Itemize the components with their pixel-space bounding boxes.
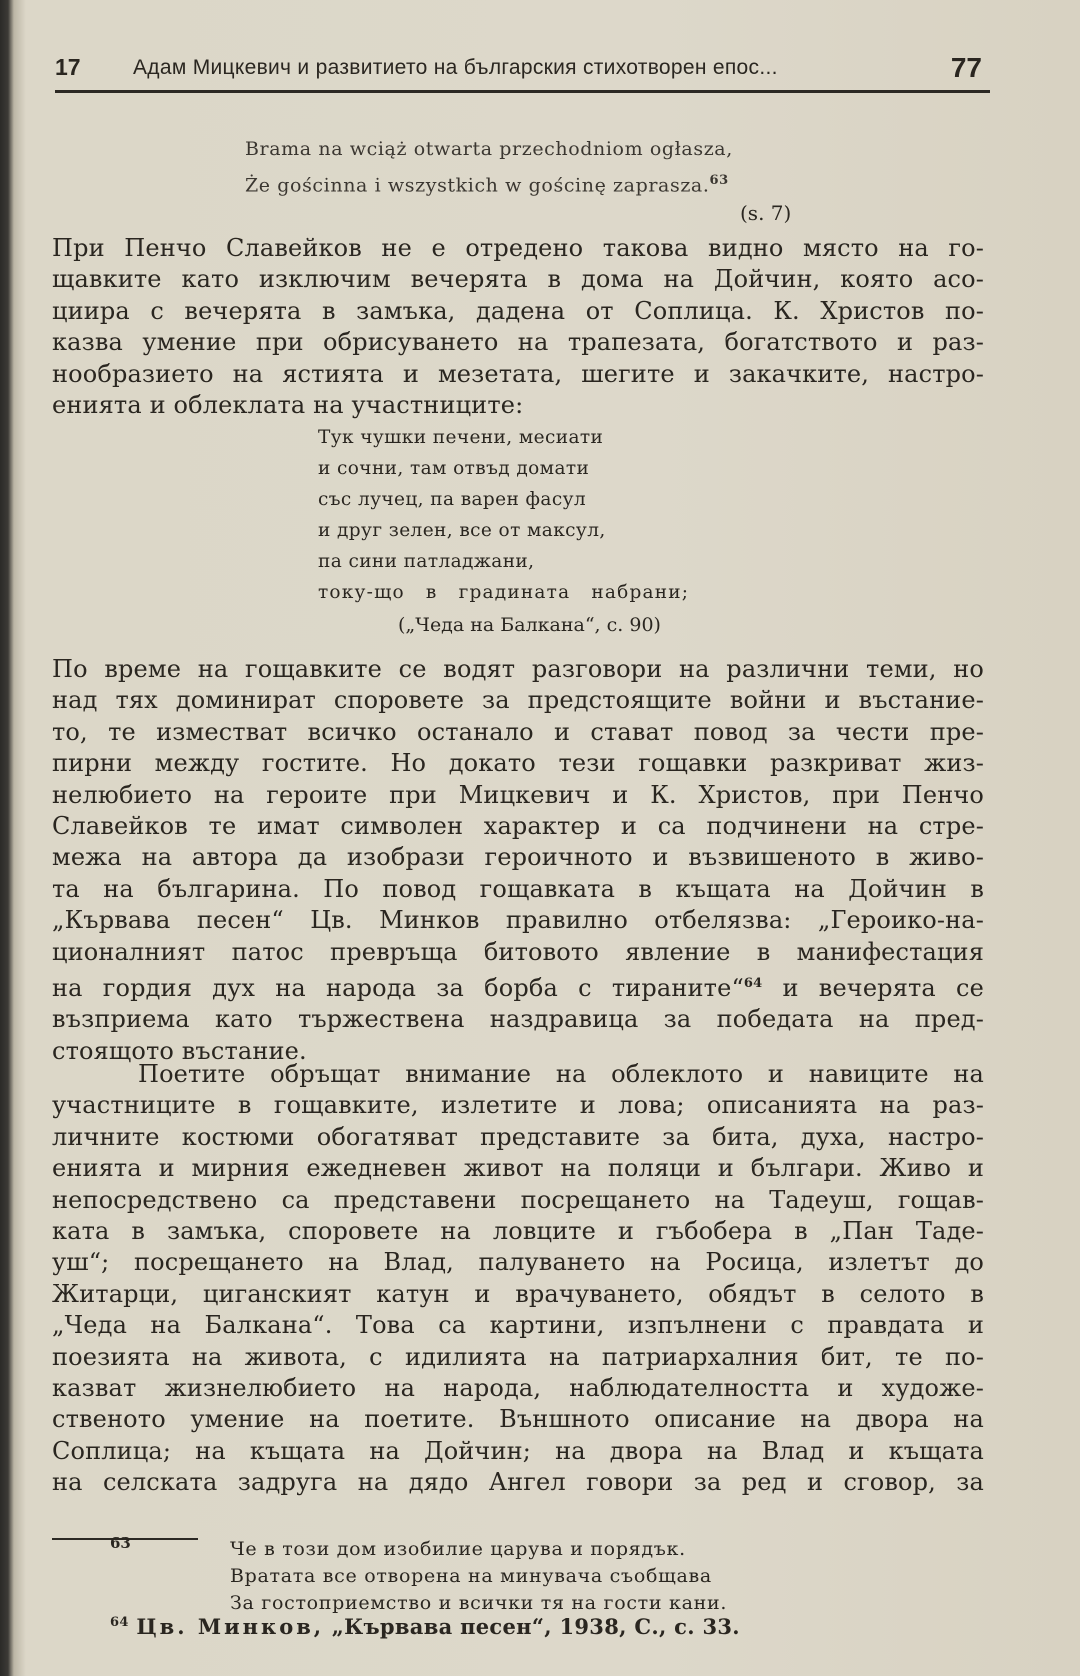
footnote-line: Вратата все отворена на минувача съобщава	[230, 1565, 712, 1587]
footnote-line: За гостоприемство и всички тя на гости кани.	[230, 1592, 728, 1614]
text-line: над тях доминират споровете за предстоящите войни и въстание-	[52, 686, 984, 715]
text-line: Соплица; на къщата на Дойчин; на двора на Влад и къщата	[52, 1436, 984, 1465]
footnote-ref-63: 63	[709, 173, 729, 188]
footnote-64-number: 64	[110, 1615, 129, 1630]
footnote-63	[230, 1536, 727, 1617]
text-line: „Чеда на Балкана“. Това са картини, изпълнени с правдата и	[52, 1311, 984, 1340]
text-line: ционалният патос превръща битовото явление в манифестация	[52, 937, 984, 966]
footnote-63-number: 63	[110, 1534, 131, 1552]
text-line: Житарци, циганският катун и врачуването, обядът в селото в	[52, 1279, 984, 1308]
polish-quote-line: Brama na wciąż otwarta przechodniom ogłasza,	[245, 138, 733, 160]
bulgarian-verse-quote	[318, 422, 689, 608]
footnote-ref-64: 64	[743, 976, 763, 992]
text-line: личните костюми обогатяват представите за бита, духа, настро-	[52, 1122, 984, 1151]
text-line: непосредствено са представени посрещането на Тадеуш, гощав-	[52, 1185, 984, 1214]
text-line: пирни между гостите. Но докато тези гощавки разкриват жиз-	[52, 749, 984, 778]
text-line: енията и облеклата на участниците:	[52, 391, 524, 420]
text-line: та на българина. По повод гощавката в къщата на Дойчин в	[52, 874, 984, 903]
footnote-64	[110, 1614, 740, 1639]
text-line: то, те изместват всичко останало и стават повод за чести пре-	[52, 717, 984, 746]
text-line: енията и мирния ежедневен живот на поляци и българи. Живо и	[52, 1154, 984, 1183]
page-number: 77	[950, 52, 982, 83]
verse-line: Тук чушки печени, месиати	[318, 427, 604, 448]
text-line: Поетите обръщат внимание на облеклото и навиците на	[138, 1060, 984, 1088]
text-line: межа на автора да изобрази героичното и възвишеното в живо-	[52, 843, 984, 872]
header-left-number: 17	[55, 54, 81, 80]
verse-line: със лучец, па варен фасул	[318, 489, 587, 510]
header-title: Адам Мицкевич и развитието на българския стихотворен епос...	[133, 56, 778, 79]
text-line: По време на гощавките се водят разговори на различни теми, но	[52, 655, 984, 683]
verse-line: току-що в градината набрани;	[318, 582, 690, 603]
polish-quote-line: Że gościnna i wszystkich w gościnę zaprasza.$^{63}$	[245, 173, 729, 197]
footnote-line: Че в този дом изобилие царува и порядък.	[230, 1538, 686, 1560]
text-line: циира с вечерята в замъка, дадена от Соплица. К. Христов по-	[52, 296, 984, 325]
running-header	[55, 50, 990, 93]
verse-quote-source: („Чеда на Балкана“, с. 90)	[398, 614, 661, 636]
text-line: на гордия дух на народа за борба с тираните“$^{64}$ и вечерята се	[52, 974, 984, 1003]
paragraph-3	[52, 1059, 984, 1499]
text-line: поезията на живота, с идилията на патриархалния бит, те по-	[52, 1342, 984, 1371]
text-line: нелюбието на героите при Мицкевич и К. Христов, при Пенчо	[52, 780, 984, 809]
text-line: При Пенчо Славейков не е отредено такова видно място на го-	[52, 234, 984, 262]
text-line: „Кървава песен“ Цв. Минков правилно отбелязва: „Героико-на-	[52, 906, 984, 935]
polish-quote-source: (s. 7)	[740, 201, 792, 225]
text-line: стоящото въстание.	[52, 1036, 307, 1065]
text-line: на селската задруга на дядо Ангел говори за ред и сговор, за	[52, 1468, 984, 1497]
text-line: уш“; посрещането на Влад, палуването на Росица, излетът до	[52, 1248, 984, 1277]
verse-line: и друг зелен, все от максул,	[318, 520, 606, 541]
paragraph-1	[52, 233, 984, 421]
text-line: ката в замъка, споровете на ловците и гъбобера в „Пан Таде-	[52, 1217, 984, 1246]
verse-line: па сини патладжани,	[318, 551, 535, 572]
text-line: възприема като тържествена наздравица за победата на пред-	[52, 1005, 984, 1034]
paragraph-2	[52, 654, 984, 1067]
text-line: ственото умение на поетите. Външното описание на двора на	[52, 1405, 984, 1434]
text-line: нообразието на ястията и мезетата, шегите и закачките, настро-	[52, 359, 984, 388]
polish-quote	[245, 134, 733, 201]
footnote-64-author: Цв. Минков,	[136, 1614, 325, 1639]
text-line: казва умение при обрисуването на трапезата, богатството и раз-	[52, 328, 984, 357]
text-line: казват жизнелюбието на народа, наблюдателността и художе-	[52, 1374, 984, 1403]
verse-line: и сочни, там отвъд домати	[318, 458, 590, 479]
text-line: Славейков те имат символен характер и са подчинени на стре-	[52, 812, 984, 841]
text-line: участниците в гощавките, излетите и лова; описанията на раз-	[52, 1091, 984, 1120]
text-line: щавките като изключим вечерята в дома на Дойчин, която асо-	[52, 265, 984, 294]
footnote-64-citation: „Кървава песен“, 1938, С., с. 33.	[324, 1614, 740, 1639]
